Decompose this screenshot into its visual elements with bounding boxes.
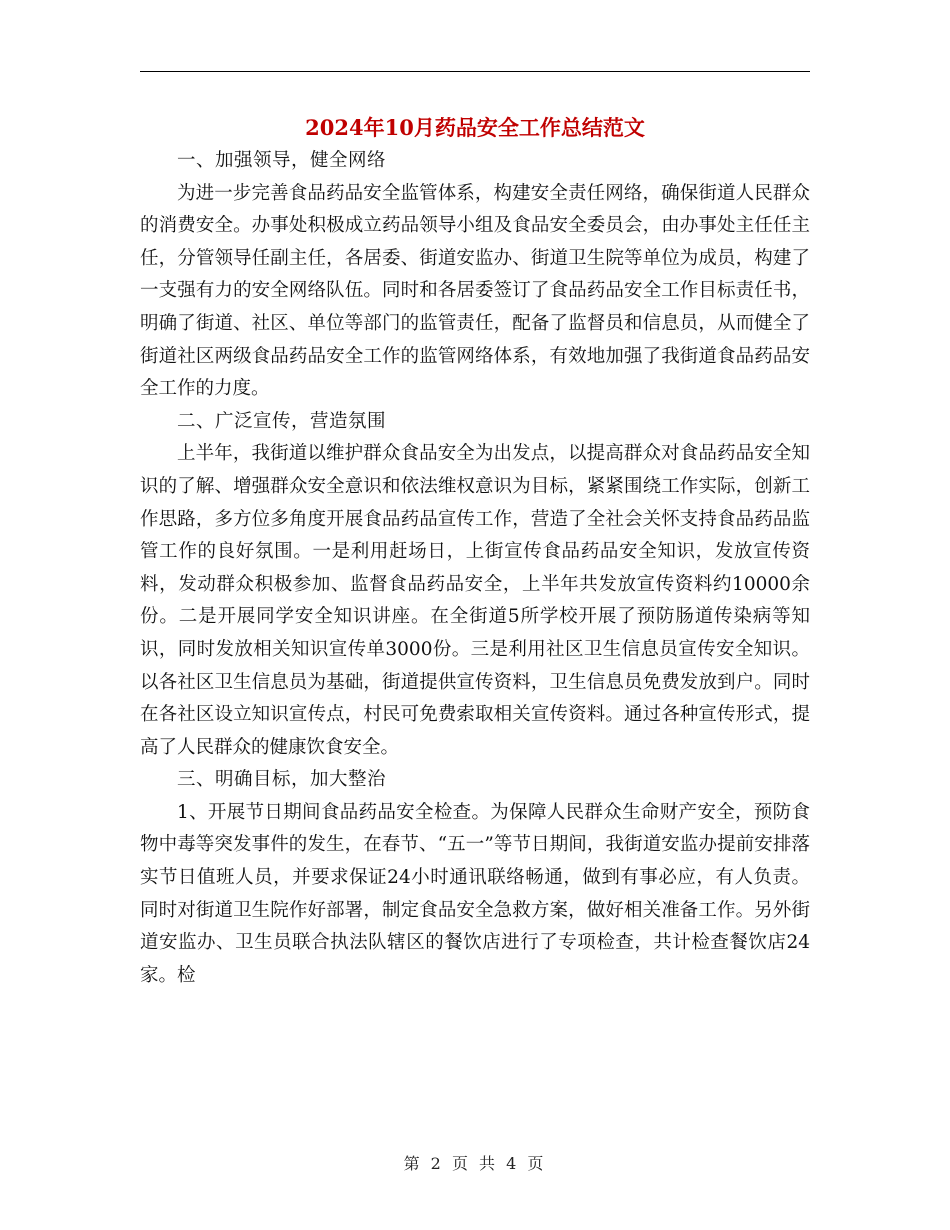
header-rule xyxy=(140,71,810,72)
page-number-footer: 第 2 页 共 4 页 xyxy=(403,1154,547,1173)
section-heading-1: 一、加强领导，健全网络 xyxy=(177,150,387,171)
body-paragraph-3: 1、开展节日期间食品药品安全检查。为保障人民群众生命财产安全，预防食物中毒等突发事件的发生，在春节、“五一”等节日期间，我街道安监办提前安排落实节日值班人员，并要求保证24小时通讯联络畅通，做到有事必应，有人负责。同时对街道卫生院作好部署，制定食品安全急救方案，做好相关准备工作。另外街道安监办、卫生员联合执法队辖区的餐饮店进行了专项检查，共计检查餐饮店24家。检 xyxy=(140,801,810,986)
body-paragraph-2: 上半年，我街道以维护群众食品安全为出发点，以提高群众对食品药品安全知识的了解、增强群众安全意识和依法维权意识为目标，紧紧围绕工作实际，创新工作思路，多方位多角度开展食品药品宣传工作，营造了全社会关怀支持食品药品监管工作的良好氛围。一是利用赶场日，上街宣传食品药品安全知识，发放宣传资料，发动群众积极参加、监督食品药品安全，上半年共发放宣传资料约10000余份。二是开展同学安全知识讲座。在全街道5所学校开展了预防肠道传染病等知识，同时发放相关知识宣传单3000份。三是利用社区卫生信息员宣传安全知识。以各社区卫生信息员为基础，街道提供宣传资料，卫生信息员免费发放到户。同时在各社区设立知识宣传点，村民可免费索取相关宣传资料。通过各种宣传形式，提高了人民群众的健康饮食安全。 xyxy=(140,443,810,758)
document-body xyxy=(140,145,810,992)
body-paragraph-1: 为进一步完善食品药品安全监管体系，构建安全责任网络，确保街道人民群众的消费安全。办事处积极成立药品领导小组及食品安全委员会，由办事处主任任主任，分管领导任副主任，各居委、街道安监办、街道卫生院等单位为成员，构建了一支强有力的安全网络队伍。同时和各居委签订了食品药品安全工作目标责任书，明确了街道、社区、单位等部门的监管责任，配备了监督员和信息员，从而健全了街道社区两级食品药品安全工作的监管网络体系，有效地加强了我街道食品药品安全工作的力度。 xyxy=(140,182,810,400)
section-heading-2: 二、广泛宣传，营造氛围 xyxy=(177,410,387,432)
section-heading-3: 三、明确目标，加大整治 xyxy=(177,769,387,791)
document-title: 2024年10月药品安全工作总结范文 xyxy=(305,115,645,140)
